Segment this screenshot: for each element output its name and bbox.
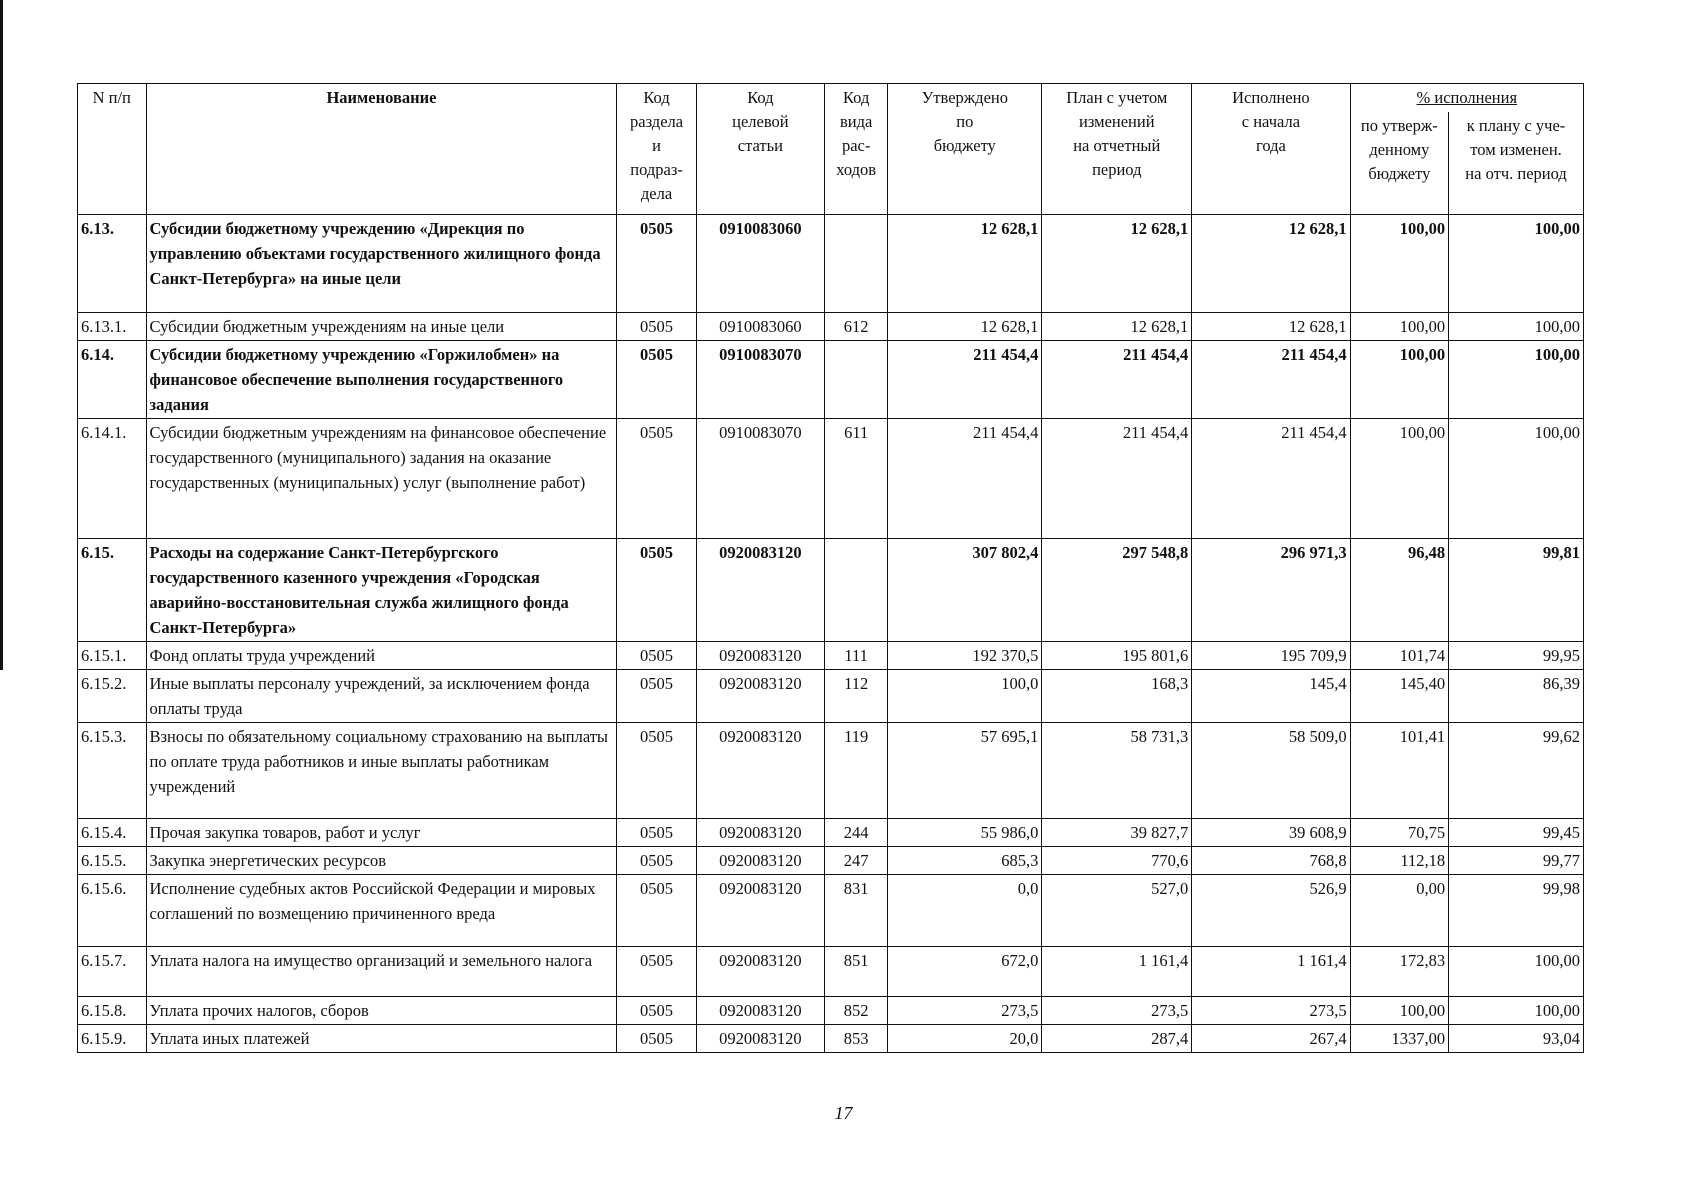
table-row — [78, 722, 1584, 818]
cell-section: 0505 — [617, 641, 696, 669]
cell-num: 6.15.7. — [78, 946, 147, 996]
table-row — [78, 946, 1584, 996]
cell-plan: 1 161,4 — [1042, 946, 1192, 996]
cell-name: Закупка энергетических ресурсов — [146, 846, 617, 874]
cell-section: 0505 — [617, 340, 696, 418]
cell-pct-budget: 96,48 — [1350, 538, 1448, 641]
cell-target: 0920083120 — [696, 538, 824, 641]
cell-pct-budget: 100,00 — [1350, 312, 1448, 340]
cell-section: 0505 — [617, 996, 696, 1024]
cell-name: Субсидии бюджетным учреждениям на финансовое обеспечение государственного (муниципального) задания на оказание государственных (муниципальных) услуг (выполнение работ) — [146, 418, 617, 538]
cell-expense: 112 — [825, 669, 888, 722]
cell-executed: 12 628,1 — [1192, 214, 1350, 312]
header-pct-group: % исполнения — [1350, 84, 1583, 113]
cell-target: 0920083120 — [696, 874, 824, 946]
cell-approved: 307 802,4 — [888, 538, 1042, 641]
cell-section: 0505 — [617, 818, 696, 846]
cell-expense — [825, 214, 888, 312]
cell-plan: 770,6 — [1042, 846, 1192, 874]
cell-target: 0910083070 — [696, 418, 824, 538]
cell-plan: 527,0 — [1042, 874, 1192, 946]
cell-pct-plan: 100,00 — [1449, 312, 1584, 340]
table-row — [78, 818, 1584, 846]
cell-num: 6.15.3. — [78, 722, 147, 818]
cell-pct-plan: 99,81 — [1449, 538, 1584, 641]
cell-num: 6.13.1. — [78, 312, 147, 340]
cell-pct-plan: 93,04 — [1449, 1024, 1584, 1052]
cell-pct-budget: 172,83 — [1350, 946, 1448, 996]
cell-name: Фонд оплаты труда учреждений — [146, 641, 617, 669]
table-row — [78, 1024, 1584, 1052]
cell-executed: 211 454,4 — [1192, 418, 1350, 538]
cell-num: 6.15.8. — [78, 996, 147, 1024]
cell-section: 0505 — [617, 1024, 696, 1052]
cell-num: 6.15.9. — [78, 1024, 147, 1052]
cell-target: 0920083120 — [696, 1024, 824, 1052]
header-target-code: Код целевой статьи — [696, 84, 824, 215]
cell-section: 0505 — [617, 722, 696, 818]
cell-pct-plan: 100,00 — [1449, 340, 1584, 418]
cell-plan: 39 827,7 — [1042, 818, 1192, 846]
cell-name: Исполнение судебных актов Российской Федерации и мировых соглашений по возмещению причиненного вреда — [146, 874, 617, 946]
cell-plan: 195 801,6 — [1042, 641, 1192, 669]
cell-approved: 211 454,4 — [888, 418, 1042, 538]
table-row — [78, 214, 1584, 312]
cell-plan: 58 731,3 — [1042, 722, 1192, 818]
cell-approved: 211 454,4 — [888, 340, 1042, 418]
cell-approved: 57 695,1 — [888, 722, 1042, 818]
cell-approved: 672,0 — [888, 946, 1042, 996]
table-row — [78, 538, 1584, 641]
cell-pct-budget: 112,18 — [1350, 846, 1448, 874]
header-plan: План с учетом изменений на отчетный период — [1042, 84, 1192, 215]
cell-executed: 195 709,9 — [1192, 641, 1350, 669]
cell-expense: 853 — [825, 1024, 888, 1052]
header-pct-plan: к плану с уче- том изменен. на отч. период — [1449, 112, 1584, 214]
cell-approved: 12 628,1 — [888, 214, 1042, 312]
header-approved: Утверждено по бюджету — [888, 84, 1042, 215]
cell-pct-budget: 1337,00 — [1350, 1024, 1448, 1052]
cell-executed: 12 628,1 — [1192, 312, 1350, 340]
header-pct-budget: по утверж- денному бюджету — [1350, 112, 1448, 214]
cell-target: 0920083120 — [696, 818, 824, 846]
cell-approved: 273,5 — [888, 996, 1042, 1024]
cell-name: Прочая закупка товаров, работ и услуг — [146, 818, 617, 846]
cell-expense: 851 — [825, 946, 888, 996]
cell-approved: 0,0 — [888, 874, 1042, 946]
table-row — [78, 874, 1584, 946]
cell-num: 6.15.5. — [78, 846, 147, 874]
cell-executed: 1 161,4 — [1192, 946, 1350, 996]
cell-name: Расходы на содержание Санкт-Петербургского государственного казенного учреждения «Городская аварийно-восстановительная служба жилищного фонда Санкт-Петербурга» — [146, 538, 617, 641]
cell-name: Взносы по обязательному социальному страхованию на выплаты по оплате труда работников и иные выплаты работникам учреждений — [146, 722, 617, 818]
cell-name: Иные выплаты персоналу учреждений, за исключением фонда оплаты труда — [146, 669, 617, 722]
cell-approved: 192 370,5 — [888, 641, 1042, 669]
header-name: Наименование — [146, 84, 617, 215]
cell-section: 0505 — [617, 418, 696, 538]
cell-num: 6.13. — [78, 214, 147, 312]
cell-executed: 267,4 — [1192, 1024, 1350, 1052]
cell-target: 0920083120 — [696, 669, 824, 722]
cell-pct-budget: 101,74 — [1350, 641, 1448, 669]
cell-executed: 39 608,9 — [1192, 818, 1350, 846]
cell-target: 0920083120 — [696, 722, 824, 818]
table-row — [78, 641, 1584, 669]
cell-name: Субсидии бюджетным учреждениям на иные цели — [146, 312, 617, 340]
cell-section: 0505 — [617, 846, 696, 874]
cell-approved: 685,3 — [888, 846, 1042, 874]
header-section-code: Код раздела и подраз- дела — [617, 84, 696, 215]
cell-pct-plan: 99,62 — [1449, 722, 1584, 818]
cell-expense: 244 — [825, 818, 888, 846]
cell-approved: 55 986,0 — [888, 818, 1042, 846]
table-header — [78, 84, 1584, 215]
cell-expense: 119 — [825, 722, 888, 818]
cell-num: 6.15.6. — [78, 874, 147, 946]
cell-plan: 168,3 — [1042, 669, 1192, 722]
cell-target: 0920083120 — [696, 996, 824, 1024]
cell-num: 6.14. — [78, 340, 147, 418]
table-row — [78, 996, 1584, 1024]
cell-expense: 111 — [825, 641, 888, 669]
cell-expense: 247 — [825, 846, 888, 874]
cell-pct-budget: 100,00 — [1350, 214, 1448, 312]
table-row — [78, 340, 1584, 418]
budget-execution-table — [77, 83, 1584, 1053]
table-body — [78, 214, 1584, 1052]
header-expense-code: Код вида рас- ходов — [825, 84, 888, 215]
cell-expense: 852 — [825, 996, 888, 1024]
cell-section: 0505 — [617, 312, 696, 340]
cell-pct-plan: 99,98 — [1449, 874, 1584, 946]
cell-pct-plan: 99,45 — [1449, 818, 1584, 846]
cell-expense — [825, 340, 888, 418]
cell-section: 0505 — [617, 946, 696, 996]
cell-pct-plan: 100,00 — [1449, 946, 1584, 996]
table-row — [78, 846, 1584, 874]
cell-pct-budget: 0,00 — [1350, 874, 1448, 946]
cell-pct-plan: 100,00 — [1449, 418, 1584, 538]
cell-name: Субсидии бюджетному учреждению «Горжилобмен» на финансовое обеспечение выполнения государственного задания — [146, 340, 617, 418]
cell-pct-budget: 100,00 — [1350, 996, 1448, 1024]
cell-executed: 526,9 — [1192, 874, 1350, 946]
cell-plan: 12 628,1 — [1042, 312, 1192, 340]
cell-target: 0920083120 — [696, 641, 824, 669]
cell-num: 6.15.1. — [78, 641, 147, 669]
cell-pct-budget: 145,40 — [1350, 669, 1448, 722]
cell-num: 6.15.2. — [78, 669, 147, 722]
cell-plan: 211 454,4 — [1042, 340, 1192, 418]
cell-executed: 211 454,4 — [1192, 340, 1350, 418]
cell-section: 0505 — [617, 538, 696, 641]
cell-executed: 273,5 — [1192, 996, 1350, 1024]
cell-approved: 12 628,1 — [888, 312, 1042, 340]
cell-section: 0505 — [617, 669, 696, 722]
cell-name: Уплата налога на имущество организаций и земельного налога — [146, 946, 617, 996]
cell-executed: 145,4 — [1192, 669, 1350, 722]
cell-executed: 296 971,3 — [1192, 538, 1350, 641]
cell-pct-plan: 86,39 — [1449, 669, 1584, 722]
table-row — [78, 312, 1584, 340]
cell-executed: 768,8 — [1192, 846, 1350, 874]
page-number: 17 — [834, 1103, 853, 1123]
cell-approved: 100,0 — [888, 669, 1042, 722]
cell-pct-plan: 100,00 — [1449, 214, 1584, 312]
cell-name: Уплата прочих налогов, сборов — [146, 996, 617, 1024]
cell-executed: 58 509,0 — [1192, 722, 1350, 818]
cell-num: 6.15.4. — [78, 818, 147, 846]
cell-section: 0505 — [617, 874, 696, 946]
scan-edge-mark — [0, 0, 3, 670]
cell-target: 0910083060 — [696, 312, 824, 340]
cell-plan: 287,4 — [1042, 1024, 1192, 1052]
cell-pct-budget: 100,00 — [1350, 418, 1448, 538]
cell-num: 6.14.1. — [78, 418, 147, 538]
header-executed: Исполнено с начала года — [1192, 84, 1350, 215]
cell-name: Уплата иных платежей — [146, 1024, 617, 1052]
cell-expense: 612 — [825, 312, 888, 340]
cell-target: 0910083060 — [696, 214, 824, 312]
cell-plan: 12 628,1 — [1042, 214, 1192, 312]
cell-section: 0505 — [617, 214, 696, 312]
cell-target: 0910083070 — [696, 340, 824, 418]
cell-expense: 831 — [825, 874, 888, 946]
cell-pct-plan: 99,95 — [1449, 641, 1584, 669]
cell-pct-budget: 70,75 — [1350, 818, 1448, 846]
cell-num: 6.15. — [78, 538, 147, 641]
table-row — [78, 418, 1584, 538]
cell-pct-budget: 101,41 — [1350, 722, 1448, 818]
cell-plan: 273,5 — [1042, 996, 1192, 1024]
cell-pct-plan: 100,00 — [1449, 996, 1584, 1024]
cell-target: 0920083120 — [696, 846, 824, 874]
cell-expense: 611 — [825, 418, 888, 538]
cell-pct-budget: 100,00 — [1350, 340, 1448, 418]
cell-pct-plan: 99,77 — [1449, 846, 1584, 874]
cell-plan: 297 548,8 — [1042, 538, 1192, 641]
cell-approved: 20,0 — [888, 1024, 1042, 1052]
cell-expense — [825, 538, 888, 641]
header-num: N п/п — [78, 84, 147, 215]
table-row — [78, 669, 1584, 722]
cell-target: 0920083120 — [696, 946, 824, 996]
cell-plan: 211 454,4 — [1042, 418, 1192, 538]
cell-name: Субсидии бюджетному учреждению «Дирекция по управлению объектами государственного жилищного фонда Санкт-Петербурга» на иные цели — [146, 214, 617, 312]
